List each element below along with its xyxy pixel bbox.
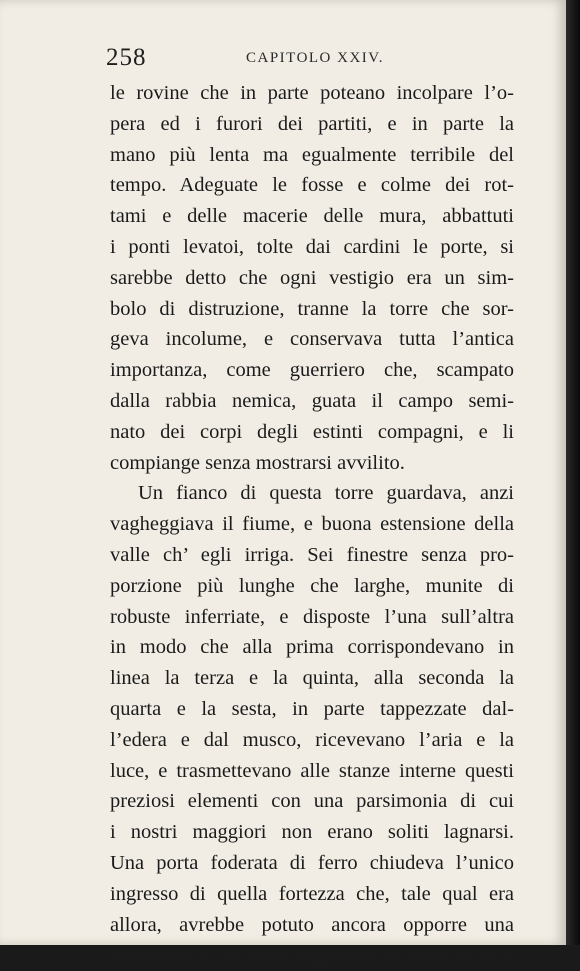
text-line: preziosi elementi con una parsimonia di cui (110, 790, 514, 813)
text-line: ingresso di quella fortezza che, tale qual era (110, 882, 514, 905)
page-number: 258 (106, 44, 147, 71)
text-line: le rovine che in parte poteano incolpare l’o- (110, 82, 514, 104)
text-line: bolo di distruzione, tranne la torre che sor- (110, 297, 514, 320)
text-line: porzione più lunghe che larghe, munite di (110, 574, 514, 597)
text-line: i ponti levatoi, tolte dai cardini le porte, si (110, 235, 514, 258)
text-line: quarta e la sesta, in parte tappezzate dal- (110, 697, 514, 720)
page-edge-shadow (566, 0, 580, 945)
text-line: tempo. Adeguate le fosse e colme dei rot- (110, 174, 514, 197)
text-line: Un fianco di questa torre guardava, anzi (138, 482, 514, 505)
text-line: luce, e trasmettevano alle stanze interne questi (110, 759, 514, 782)
text-line: allora, avrebbe potuto ancora opporre una (110, 913, 514, 936)
text-line: dalla rabbia nemica, guata il campo semi- (110, 389, 514, 412)
text-line: sarebbe detto che ogni vestigio era un sim- (110, 266, 514, 289)
text-line: compiange senza mostrarsi avvilito. (110, 451, 405, 474)
text-line: pera ed i furori dei partiti, e in parte la (110, 112, 514, 135)
text-line: i nostri maggiori non erano soliti lagnarsi. (110, 821, 514, 844)
page-header (106, 44, 516, 74)
text-line: linea la terza e la quinta, alla seconda la (110, 667, 514, 690)
text-line: l’edera e dal musco, ricevevano l’aria e la (110, 728, 514, 751)
text-line: resistenza di qualche riguardo, semprechè non (110, 944, 514, 967)
text-line: tami e delle macerie delle mura, abbattuti (110, 205, 514, 228)
text-line: vagheggiava il fiume, e buona estensione della (110, 513, 514, 536)
text-line: Una porta foderata di ferro chiudeva l’unico (110, 851, 514, 874)
text-line: importanza, come guerriero che, scampato (110, 359, 514, 382)
text-line: valle ch’ egli irriga. Sei finestre senza pro- (110, 543, 514, 566)
text-line: geva incolume, e conservava tutta l’antica (110, 328, 514, 351)
text-line: in modo che alla prima corrispondevano in (110, 636, 514, 659)
text-line: mano più lenta ma egualmente terribile del (110, 143, 514, 166)
running-head: CAPITOLO XXIV. (246, 50, 384, 66)
text-line: robuste inferriate, e disposte l’una sull’altra (110, 605, 514, 628)
text-line: nato dei corpi degli estinti compagni, e li (110, 420, 514, 443)
body-text (110, 78, 514, 971)
